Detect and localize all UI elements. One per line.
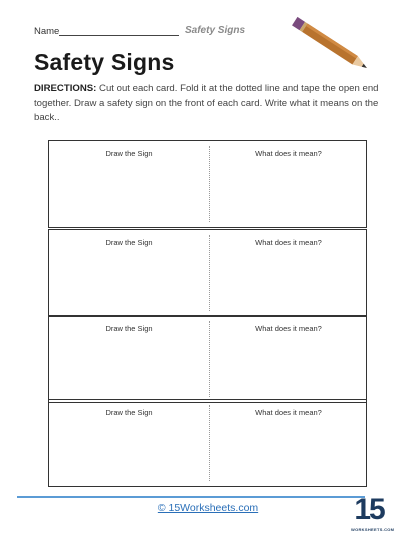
- sign-card[interactable]: [48, 229, 367, 317]
- sign-card[interactable]: [48, 140, 367, 228]
- directions-text: Cut out each card. Fold it at the dotted line and tape the open end together. Draw a safety sign on the front of each card. Write what it means on the back..: [34, 83, 379, 124]
- footer-divider: [17, 496, 365, 498]
- pencil-icon: [280, 12, 380, 77]
- meaning-label: What does it mean?: [255, 149, 322, 158]
- draw-sign-label: Draw the Sign: [105, 324, 153, 333]
- header-topic: Safety Signs: [185, 25, 246, 36]
- draw-sign-label: Draw the Sign: [105, 238, 153, 247]
- name-label: Name: [34, 26, 60, 37]
- site-logo: [351, 493, 395, 536]
- footer-link[interactable]: © 15Worksheets.com: [157, 502, 259, 514]
- draw-sign-label: Draw the Sign: [105, 149, 153, 158]
- draw-sign-label: Draw the Sign: [105, 408, 153, 417]
- directions-label: DIRECTIONS:: [34, 83, 97, 94]
- sign-card[interactable]: [48, 399, 367, 487]
- name-blank-line[interactable]: [59, 35, 179, 36]
- sign-card[interactable]: [48, 315, 367, 403]
- directions: [34, 82, 379, 126]
- page-title: Safety Signs: [34, 49, 175, 75]
- logo-wordmark: WORKSHEETS.COM: [351, 527, 395, 532]
- logo-number: 15: [354, 493, 384, 526]
- meaning-label: What does it mean?: [255, 324, 322, 333]
- meaning-label: What does it mean?: [255, 408, 322, 417]
- meaning-label: What does it mean?: [255, 238, 322, 247]
